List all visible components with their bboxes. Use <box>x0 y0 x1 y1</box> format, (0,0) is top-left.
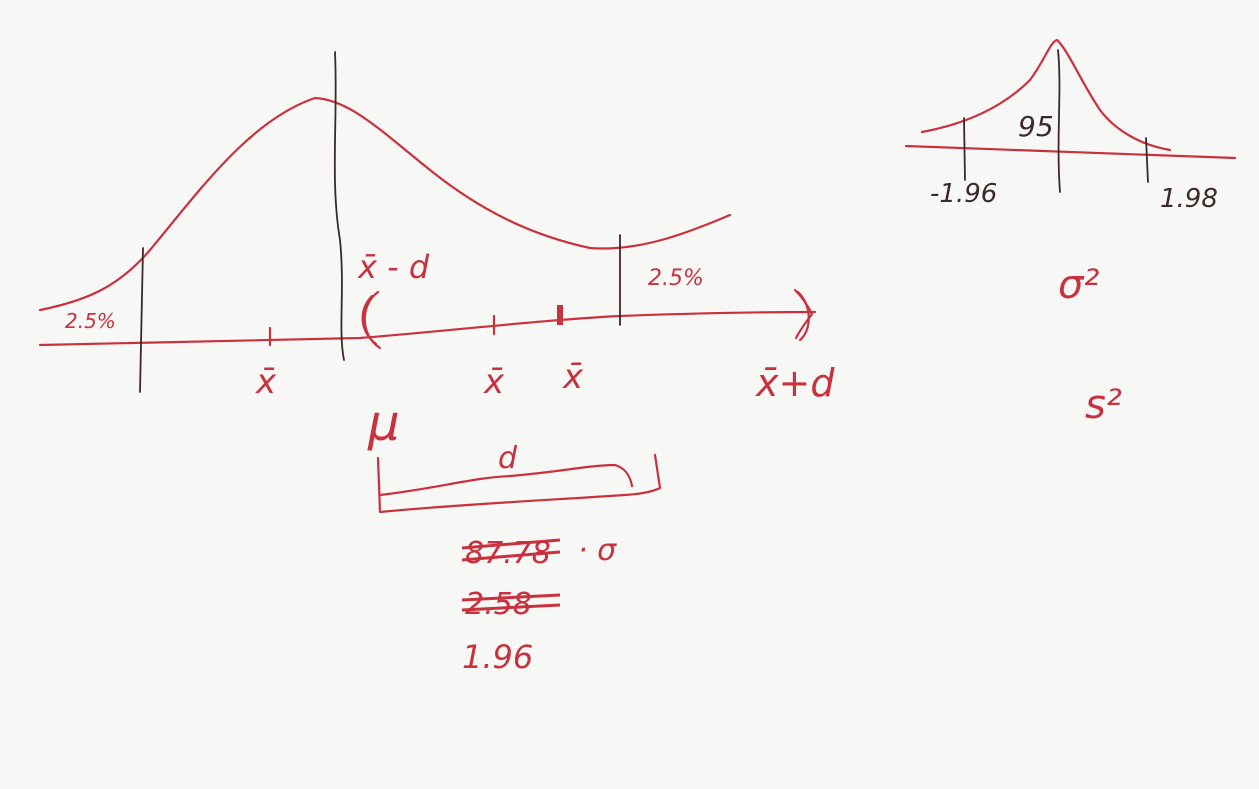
right-tail-label: 2.5% <box>648 266 704 291</box>
xbar-label-3: x̄ <box>563 357 584 397</box>
right-left-crit-line <box>964 118 965 180</box>
left-axis-line <box>40 312 815 345</box>
xbar-plus-d-label: x̄+d <box>756 361 835 405</box>
right-normal-diagram <box>906 40 1235 214</box>
calculations <box>462 533 617 676</box>
left-critical-line <box>140 248 143 392</box>
left-parenthesis <box>363 292 380 348</box>
sigma-squared-symbol: σ² <box>1058 262 1100 308</box>
struck-value-1-suffix: · σ <box>578 533 617 568</box>
sample-mean-marker <box>557 305 563 325</box>
variance-symbols <box>1058 262 1122 428</box>
confidence-95-label: 95 <box>1018 110 1054 143</box>
right-critical-label: 1.98 <box>1160 184 1218 214</box>
xbar-label-2: x̄ <box>484 362 505 402</box>
right-axis-line <box>906 146 1235 158</box>
xbar-minus-d-label: x̄ - d <box>358 248 430 286</box>
s-squared-symbol: s² <box>1085 382 1122 428</box>
right-center-line <box>1058 50 1060 192</box>
final-critical-value: 1.96 <box>462 638 534 676</box>
d-bracket <box>378 455 660 512</box>
left-critical-label: -1.96 <box>930 179 998 209</box>
struck-value-1: 87.78 <box>465 536 551 571</box>
left-tail-label: 2.5% <box>65 309 116 333</box>
mu-label: μ <box>368 394 400 452</box>
mean-vertical-line <box>335 52 344 360</box>
bracket-d-label: d <box>498 441 518 476</box>
xbar-label-1: x̄ <box>256 362 277 402</box>
left-normal-diagram <box>40 52 835 512</box>
struck-value-2: 2.58 <box>465 587 532 622</box>
